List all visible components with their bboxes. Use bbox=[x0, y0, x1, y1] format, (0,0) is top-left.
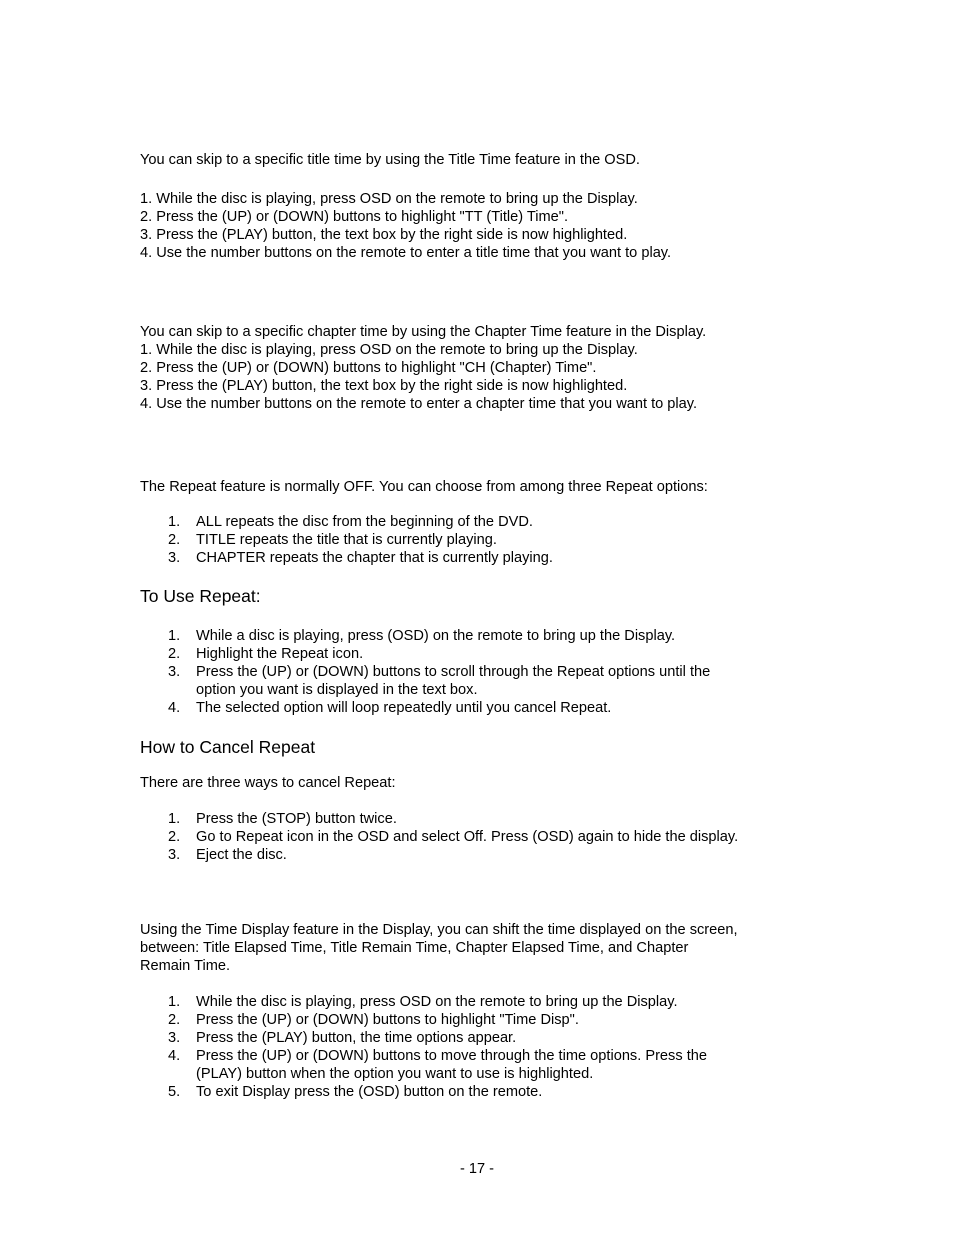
use-repeat-step-3-continued: option you want is displayed in the text box. bbox=[196, 682, 478, 698]
use-repeat-step-number: 1. bbox=[168, 628, 181, 644]
time-display-intro-line-2: between: Title Elapsed Time, Title Remain Time, Chapter Elapsed Time, and Chapter bbox=[140, 940, 689, 956]
time-display-step-number: 1. bbox=[168, 994, 181, 1010]
time-display-intro-line-1: Using the Time Display feature in the Display, you can shift the time displayed on the screen, bbox=[140, 922, 738, 938]
repeat-option-number: 3. bbox=[168, 550, 181, 566]
title-time-intro: You can skip to a specific title time by using the Title Time feature in the OSD. bbox=[140, 152, 640, 168]
repeat-option-chapter: CHAPTER repeats the chapter that is currently playing. bbox=[196, 550, 553, 566]
chapter-time-step-3: 3. Press the (PLAY) button, the text box by the right side is now highlighted. bbox=[140, 378, 628, 394]
repeat-option-number: 2. bbox=[168, 532, 181, 548]
chapter-time-step-4: 4. Use the number buttons on the remote to enter a chapter time that you want to play. bbox=[140, 396, 698, 412]
time-display-step-2: Press the (UP) or (DOWN) buttons to highlight "Time Disp". bbox=[196, 1012, 579, 1028]
time-display-step-5: To exit Display press the (OSD) button on the remote. bbox=[196, 1084, 543, 1100]
time-display-step-number: 4. bbox=[168, 1048, 181, 1064]
use-repeat-step-number: 2. bbox=[168, 646, 181, 662]
time-display-step-number: 2. bbox=[168, 1012, 181, 1028]
chapter-time-step-1: 1. While the disc is playing, press OSD on the remote to bring up the Display. bbox=[140, 342, 638, 358]
use-repeat-step-number: 3. bbox=[168, 664, 181, 680]
cancel-repeat-step-3: Eject the disc. bbox=[196, 847, 287, 863]
title-time-step-2: 2. Press the (UP) or (DOWN) buttons to highlight "TT (Title) Time". bbox=[140, 209, 569, 225]
title-time-step-4: 4. Use the number buttons on the remote to enter a title time that you want to play. bbox=[140, 245, 672, 261]
cancel-repeat-step-number: 1. bbox=[168, 811, 181, 827]
time-display-step-1: While the disc is playing, press OSD on the remote to bring up the Display. bbox=[196, 994, 678, 1010]
repeat-option-number: 1. bbox=[168, 514, 181, 530]
title-time-step-3: 3. Press the (PLAY) button, the text box by the right side is now highlighted. bbox=[140, 227, 628, 243]
time-display-step-3: Press the (PLAY) button, the time options appear. bbox=[196, 1030, 517, 1046]
use-repeat-step-4: The selected option will loop repeatedly until you cancel Repeat. bbox=[196, 700, 612, 716]
use-repeat-step-2: Highlight the Repeat icon. bbox=[196, 646, 364, 662]
time-display-step-4-continued: (PLAY) button when the option you want to use is highlighted. bbox=[196, 1066, 594, 1082]
time-display-step-number: 3. bbox=[168, 1030, 181, 1046]
title-time-step-1: 1. While the disc is playing, press OSD on the remote to bring up the Display. bbox=[140, 191, 638, 207]
time-display-intro-line-3: Remain Time. bbox=[140, 958, 231, 974]
chapter-time-step-2: 2. Press the (UP) or (DOWN) buttons to highlight "CH (Chapter) Time". bbox=[140, 360, 597, 376]
repeat-intro: The Repeat feature is normally OFF. You can choose from among three Repeat options: bbox=[140, 479, 708, 495]
use-repeat-step-number: 4. bbox=[168, 700, 181, 716]
cancel-repeat-step-1: Press the (STOP) button twice. bbox=[196, 811, 397, 827]
cancel-repeat-step-2: Go to Repeat icon in the OSD and select Off. Press (OSD) again to hide the display. bbox=[196, 829, 739, 845]
cancel-repeat-step-number: 2. bbox=[168, 829, 181, 845]
time-display-step-4: Press the (UP) or (DOWN) buttons to move through the time options. Press the bbox=[196, 1048, 707, 1064]
chapter-time-intro: You can skip to a specific chapter time by using the Chapter Time feature in the Display. bbox=[140, 324, 707, 340]
time-display-step-number: 5. bbox=[168, 1084, 181, 1100]
cancel-repeat-step-number: 3. bbox=[168, 847, 181, 863]
cancel-repeat-intro: There are three ways to cancel Repeat: bbox=[140, 775, 396, 791]
repeat-option-title: TITLE repeats the title that is currently playing. bbox=[196, 532, 497, 548]
page-number: - 17 - bbox=[459, 1161, 495, 1177]
cancel-repeat-heading: How to Cancel Repeat bbox=[140, 737, 316, 757]
use-repeat-heading: To Use Repeat: bbox=[140, 586, 261, 606]
repeat-option-all: ALL repeats the disc from the beginning of the DVD. bbox=[196, 514, 533, 530]
use-repeat-step-3: Press the (UP) or (DOWN) buttons to scroll through the Repeat options until the bbox=[196, 664, 711, 680]
use-repeat-step-1: While a disc is playing, press (OSD) on the remote to bring up the Display. bbox=[196, 628, 676, 644]
